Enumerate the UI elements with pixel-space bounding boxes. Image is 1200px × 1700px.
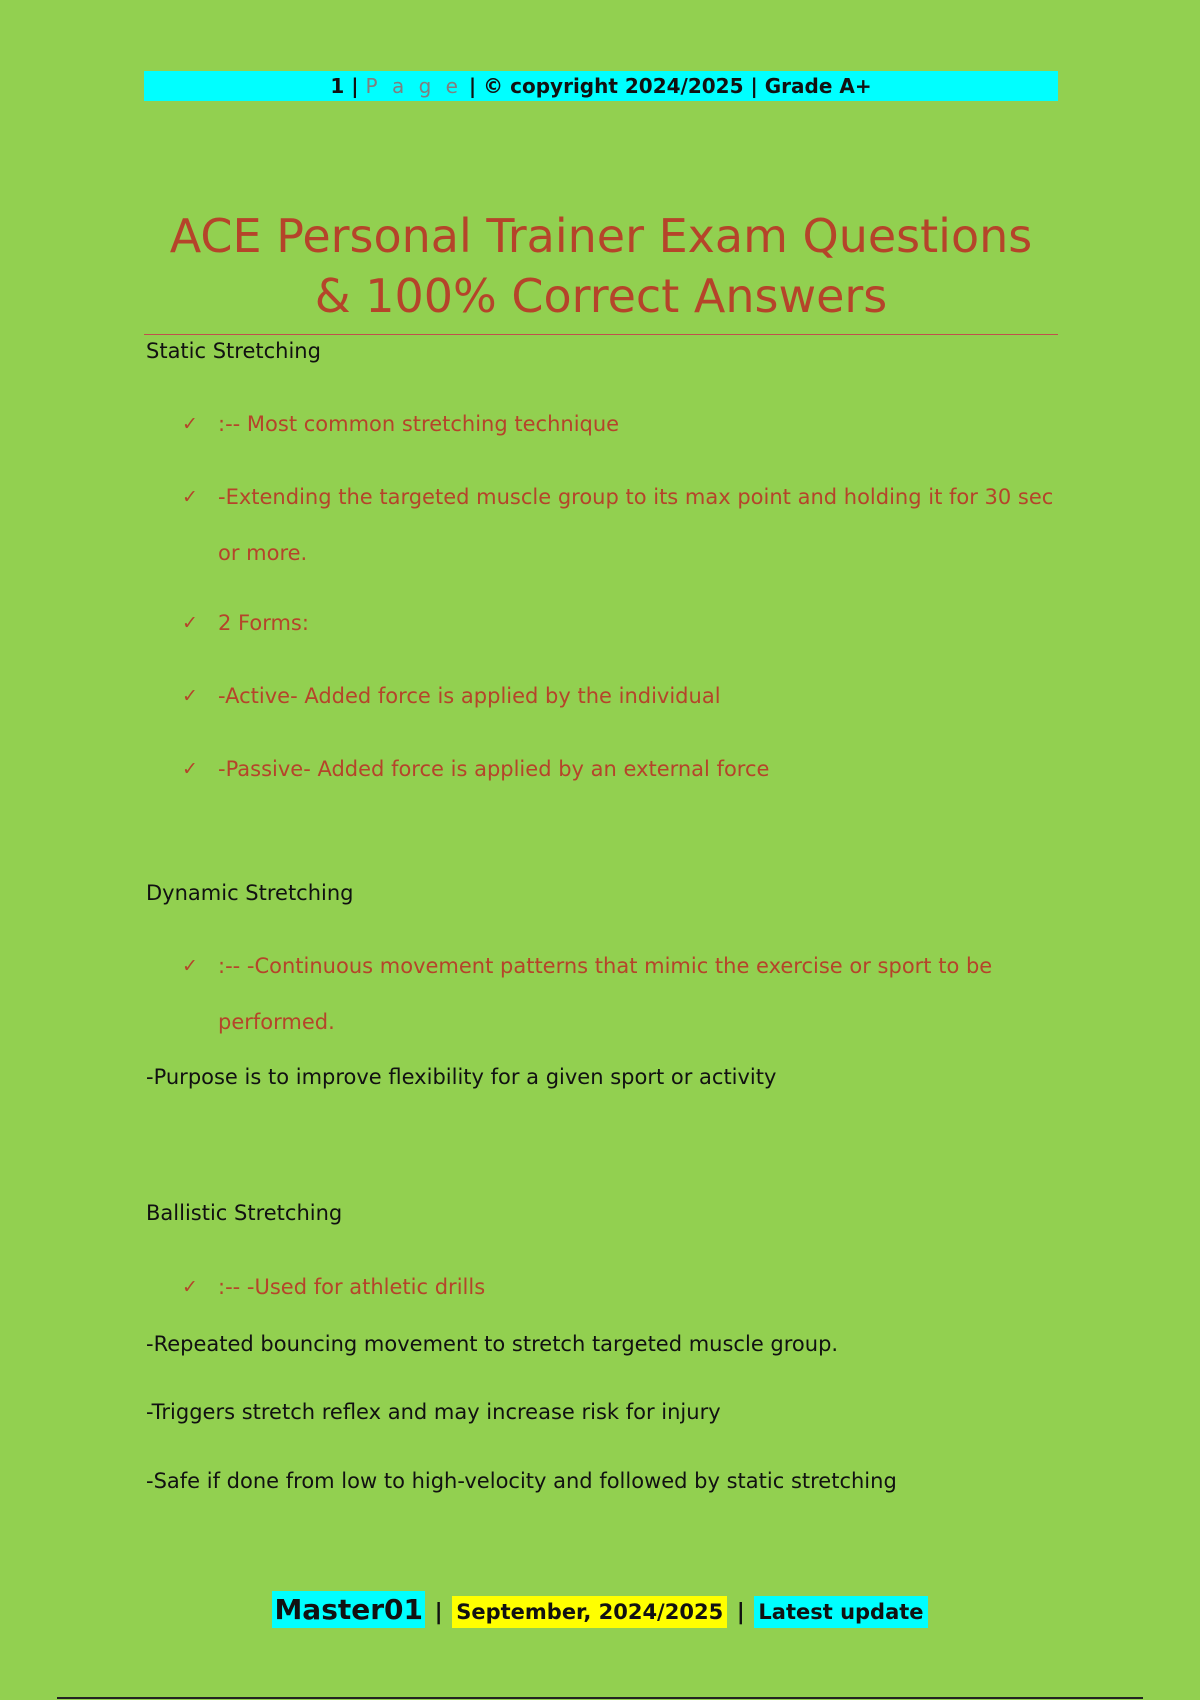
footer-separator: | xyxy=(736,1600,745,1625)
ballistic-note: -Repeated bouncing movement to stretch targeted muscle group. xyxy=(146,1332,839,1356)
page-footer xyxy=(0,1593,1200,1626)
list-item: ✓ -Passive- Added force is applied by an external force xyxy=(182,741,1062,797)
footer-latest-update: Latest update xyxy=(754,1596,927,1628)
list-item: ✓ :-- -Continuous movement patterns that mimic the exercise or sport to be performed. xyxy=(182,938,1062,1050)
copyright-text: | © copyright 2024/2025 | Grade A+ xyxy=(468,74,872,98)
title-line-2: & 100% Correct Answers xyxy=(314,269,888,323)
page-number: 1 xyxy=(330,74,345,98)
bottom-divider xyxy=(57,1697,1143,1699)
list-item: ✓ -Active- Added force is applied by the individual xyxy=(182,668,1062,724)
check-mark-icon: ✓ xyxy=(182,413,198,435)
header-separator: | xyxy=(351,74,359,98)
check-mark-icon: ✓ xyxy=(182,758,198,780)
footer-author: Master01 xyxy=(274,1593,424,1626)
footer-separator: | xyxy=(434,1600,443,1625)
title-line-1: ACE Personal Trainer Exam Questions xyxy=(169,209,1033,263)
document-title xyxy=(144,206,1058,326)
check-mark-icon: ✓ xyxy=(182,612,198,634)
dynamic-note: -Purpose is to improve flexibility for a given sport or activity xyxy=(146,1065,777,1089)
check-mark-icon: ✓ xyxy=(182,685,198,707)
ballistic-stretching-heading: Ballistic Stretching xyxy=(146,1201,343,1225)
check-mark-icon: ✓ xyxy=(182,486,198,508)
page-word: P a g e xyxy=(365,74,462,98)
check-mark-icon: ✓ xyxy=(182,1276,198,1298)
list-item: ✓ :-- -Used for athletic drills xyxy=(182,1259,1062,1315)
title-divider xyxy=(144,334,1058,335)
ballistic-note: -Safe if done from low to high-velocity and followed by static stretching xyxy=(146,1469,897,1493)
list-item: ✓ :-- Most common stretching technique xyxy=(182,396,1062,452)
page-header xyxy=(144,71,1058,101)
list-item: ✓ -Extending the targeted muscle group to its max point and holding it for 30 sec or more. xyxy=(182,469,1062,581)
list-item: ✓ 2 Forms: xyxy=(182,595,1062,651)
footer-date: September, 2024/2025 xyxy=(452,1596,727,1628)
ballistic-note: -Triggers stretch reflex and may increase risk for injury xyxy=(146,1400,721,1424)
check-mark-icon: ✓ xyxy=(182,955,198,977)
dynamic-stretching-heading: Dynamic Stretching xyxy=(146,881,354,905)
static-stretching-heading: Static Stretching xyxy=(146,339,321,363)
